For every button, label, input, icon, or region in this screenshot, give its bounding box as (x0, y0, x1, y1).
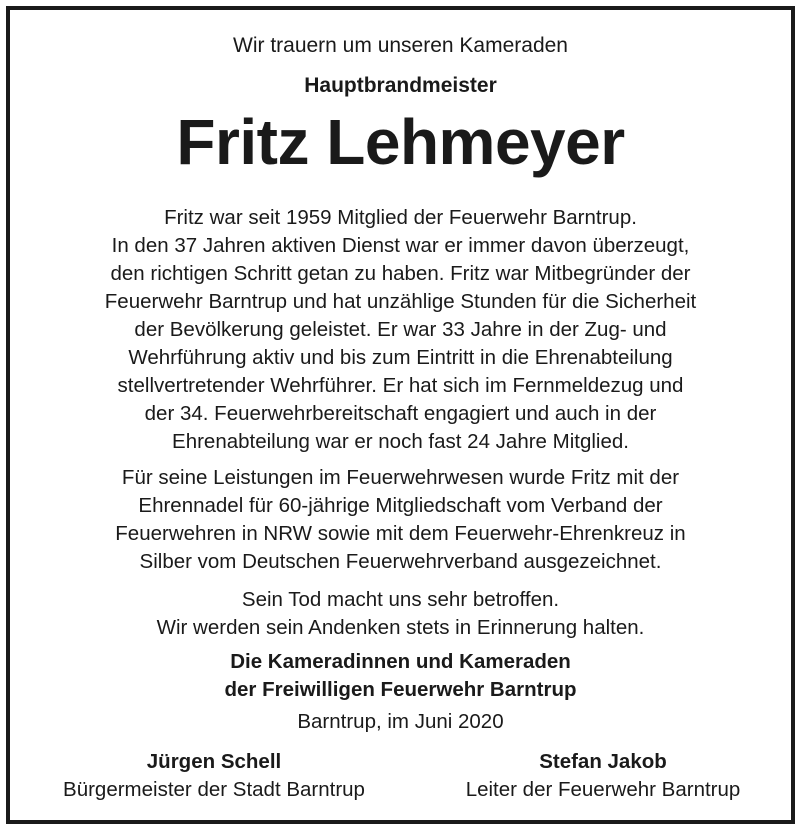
signoff-line: der Freiwilligen Feuerwehr Barntrup (224, 678, 577, 701)
place-date: Barntrup, im Juni 2020 (297, 710, 504, 733)
signatory-name: Jürgen Schell (146, 750, 282, 773)
biography-paragraph (10, 204, 791, 456)
text-line: Sein Tod macht uns sehr betroffen. (241, 588, 560, 611)
text-line: Ehrenabteilung war er noch fast 24 Jahre Mitglied. (172, 430, 629, 453)
intro-line: Wir trauern um unseren Kameraden (233, 34, 568, 57)
text-line: Feuerwehren in NRW sowie mit dem Feuerwehr-Ehrenkreuz in (115, 522, 686, 545)
text-line: Für seine Leistungen im Feuerwehrwesen wurde Fritz mit der (121, 466, 680, 489)
text-line: Fritz war seit 1959 Mitglied der Feuerwehr Barntrup. (164, 206, 637, 229)
signoff-block (10, 648, 791, 704)
condolence-paragraph (10, 586, 791, 642)
obituary-notice (6, 6, 795, 824)
text-line: In den 37 Jahren aktiven Dienst war er immer davon überzeugt, (111, 234, 690, 257)
text-line: stellvertretender Wehrführer. Er hat sich im Fernmeldezug und (117, 374, 684, 397)
signoff-line: Die Kameradinnen und Kameraden (230, 650, 571, 673)
rank-title: Hauptbrandmeister (304, 74, 497, 97)
text-line: der Bevölkerung geleistet. Er war 33 Jahre in der Zug- und (134, 318, 667, 341)
signatory-name: Stefan Jakob (539, 750, 667, 773)
signatory-right (430, 748, 776, 804)
text-line: der 34. Feuerwehrbereitschaft engagiert und auch in der (144, 402, 657, 425)
text-line: Ehrennadel für 60-jährige Mitgliedschaft vom Verband der (138, 494, 663, 517)
text-line: Feuerwehr Barntrup und hat unzählige Stunden für die Sicherheit (104, 290, 697, 313)
deceased-name: Fritz Lehmeyer (176, 106, 625, 178)
text-line: Silber vom Deutschen Feuerwehrverband ausgezeichnet. (139, 550, 662, 573)
honors-paragraph (10, 464, 791, 576)
signatory-title: Bürgermeister der Stadt Barntrup (63, 778, 365, 801)
text-line: Wehrführung aktiv und bis zum Eintritt in die Ehrenabteilung (128, 346, 673, 369)
signatory-title: Leiter der Feuerwehr Barntrup (465, 778, 741, 801)
text-line: den richtigen Schritt getan zu haben. Fritz war Mitbegründer der (110, 262, 691, 285)
text-line: Wir werden sein Andenken stets in Erinnerung halten. (156, 616, 645, 639)
signatory-left (34, 748, 394, 804)
